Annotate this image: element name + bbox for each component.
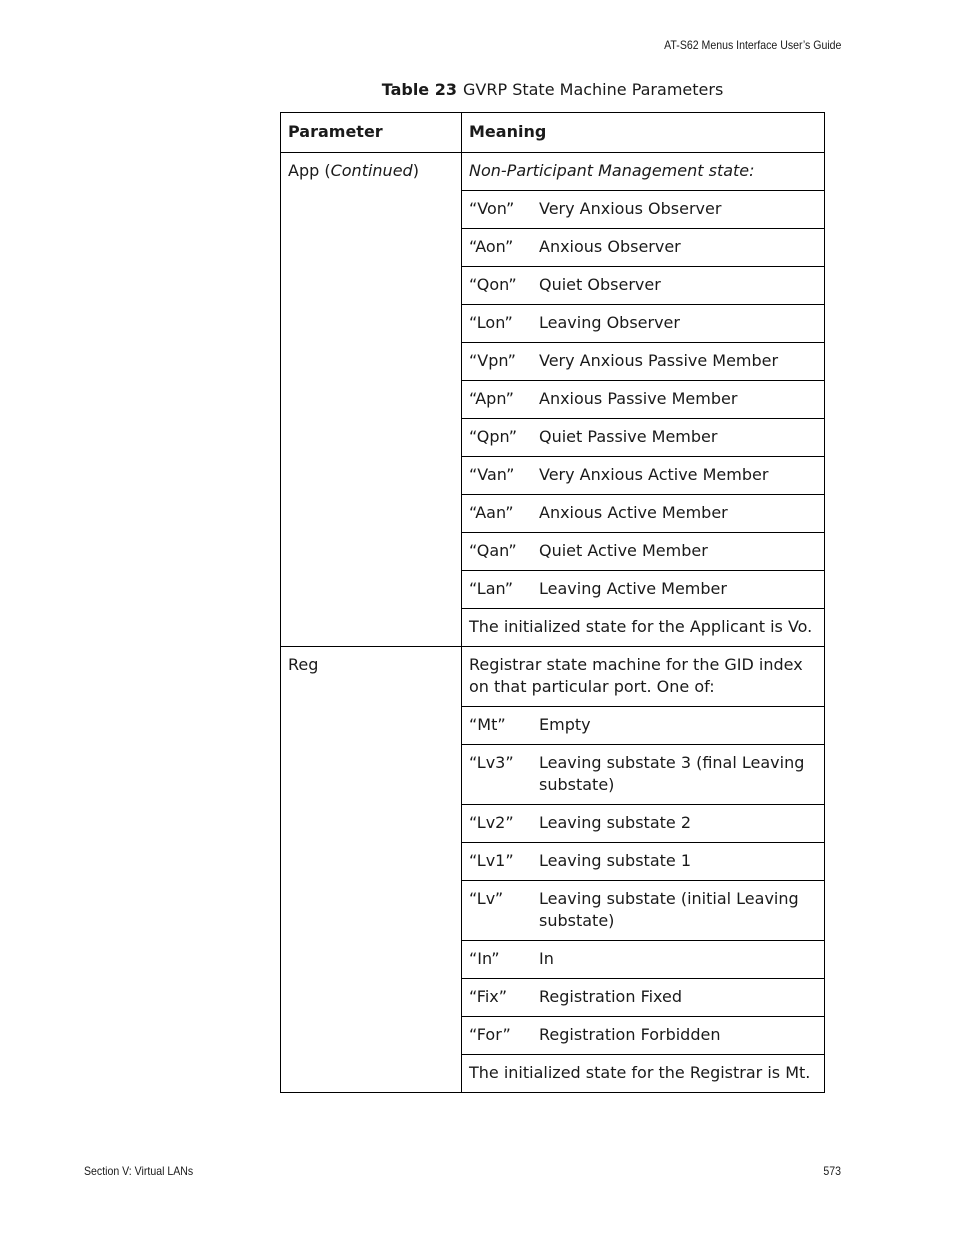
state-code: “Qon” — [469, 275, 517, 294]
state-code: “Fix” — [469, 987, 508, 1006]
state-cell — [462, 457, 825, 495]
state-cell — [462, 343, 825, 381]
state-description: Anxious Active Member — [539, 503, 728, 522]
running-head: AT-S62 Menus Interface User’s Guide — [663, 38, 841, 52]
state-code: “Mt” — [469, 715, 506, 734]
table-row — [281, 647, 825, 707]
state-code: “Aon” — [469, 237, 514, 256]
state-description: Quiet Observer — [539, 275, 661, 294]
state-cell — [462, 305, 825, 343]
state-code: “Apn” — [469, 389, 514, 408]
state-description: Registration Fixed — [539, 987, 683, 1006]
state-code: “Lv1” — [469, 851, 514, 870]
initial-state-note: The initialized state for the Registrar is Mt. — [462, 1055, 825, 1093]
page-number: 573 — [823, 1164, 841, 1178]
gvrp-parameters-table — [280, 112, 825, 1093]
state-cell — [462, 495, 825, 533]
parameter-name: App ( — [288, 161, 331, 180]
state-description: Leaving Active Member — [539, 579, 727, 598]
table-caption — [280, 80, 825, 99]
state-description: Very Anxious Active Member — [539, 465, 769, 484]
state-description: Quiet Active Member — [539, 541, 708, 560]
state-code: “Lv3” — [469, 753, 514, 772]
initial-state-note: The initialized state for the Applicant is Vo. — [462, 609, 825, 647]
footer-section: Section V: Virtual LANs — [84, 1164, 194, 1178]
state-cell — [462, 881, 825, 941]
state-description: Leaving substate 3 (final Leaving substate) — [539, 753, 805, 794]
state-cell — [462, 707, 825, 745]
state-code: “Lv” — [469, 889, 504, 908]
state-cell — [462, 745, 825, 805]
state-code: “Von” — [469, 199, 515, 218]
state-code: “For” — [469, 1025, 511, 1044]
state-code: “Lv2” — [469, 813, 514, 832]
state-description: Leaving Observer — [539, 313, 680, 332]
state-cell — [462, 571, 825, 609]
state-cell — [462, 1017, 825, 1055]
column-header-parameter: Parameter — [281, 113, 462, 153]
state-cell — [462, 381, 825, 419]
meaning-intro: Registrar state machine for the GID index on that particular port. One of: — [462, 647, 825, 707]
state-description: Leaving substate (initial Leaving substate) — [539, 889, 799, 930]
state-code: “Van” — [469, 465, 515, 484]
state-code: “Vpn” — [469, 351, 516, 370]
state-code: “Lan” — [469, 579, 514, 598]
state-description: Anxious Observer — [539, 237, 681, 256]
parameter-cell — [281, 647, 462, 1093]
table-caption-label: Table 23 — [381, 80, 457, 99]
state-cell — [462, 267, 825, 305]
state-cell — [462, 419, 825, 457]
state-code: “Qan” — [469, 541, 517, 560]
table-header-row — [281, 113, 825, 153]
state-code: “Qpn” — [469, 427, 518, 446]
state-cell — [462, 191, 825, 229]
state-code: “Aan” — [469, 503, 514, 522]
state-description: Leaving substate 2 — [539, 813, 692, 832]
parameter-name: Reg — [288, 655, 319, 674]
meaning-intro: Non-Participant Management state: — [462, 153, 825, 191]
parameter-continued: Continued — [330, 161, 413, 180]
state-description: Very Anxious Passive Member — [539, 351, 779, 370]
state-description: Quiet Passive Member — [539, 427, 718, 446]
state-cell — [462, 843, 825, 881]
state-code: “In” — [469, 949, 500, 968]
column-header-meaning: Meaning — [462, 113, 825, 153]
state-description: Empty — [539, 715, 591, 734]
state-cell — [462, 979, 825, 1017]
state-description: In — [539, 949, 554, 968]
state-description: Anxious Passive Member — [539, 389, 738, 408]
state-cell — [462, 229, 825, 267]
state-description: Very Anxious Observer — [539, 199, 722, 218]
table-caption-title: GVRP State Machine Parameters — [463, 80, 724, 99]
state-cell — [462, 941, 825, 979]
state-description: Leaving substate 1 — [539, 851, 692, 870]
state-description: Registration Forbidden — [539, 1025, 721, 1044]
state-cell — [462, 533, 825, 571]
parameter-suffix: ) — [412, 161, 419, 180]
parameter-cell — [281, 153, 462, 647]
table-row — [281, 153, 825, 191]
state-code: “Lon” — [469, 313, 513, 332]
state-cell — [462, 805, 825, 843]
